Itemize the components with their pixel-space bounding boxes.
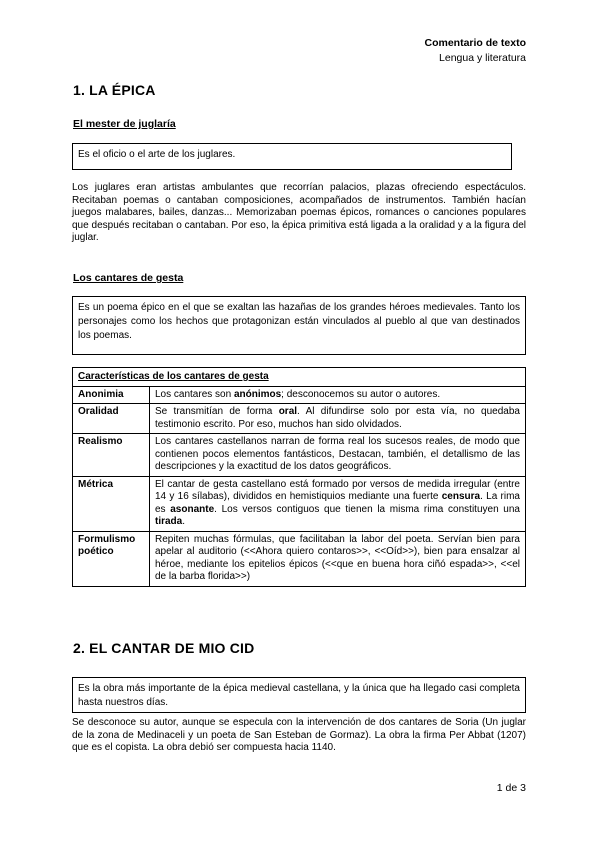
row-label: Formulismo poético (73, 531, 150, 586)
row-label: Métrica (73, 476, 150, 531)
definition-box-cantares (72, 296, 526, 355)
row-label: Anonimia (73, 386, 150, 404)
definition-text-cantares: Es un poema épico en el que se exaltan las hazañas de los grandes héroes medievales. Tanto los personajes como los hechos que protagonizan están vinculados al pueblo al que van destinados los poemas. (78, 302, 520, 341)
subheading-cantares: Los cantares de gesta (73, 272, 184, 284)
table-title: Características de los cantares de gesta (73, 368, 526, 387)
header-title: Comentario de texto (424, 37, 526, 49)
section-heading-mio-cid: 2. EL CANTAR DE MIO CID (73, 640, 255, 656)
definition-box-mester (72, 143, 512, 170)
paragraph-juglares: Los juglares eran artistas ambulantes que recorrían palacios, plazas ofreciendo espectáculos. Recitaban poemas o cantaban composiciones, acompañados de instrumentos. También hacían juegos malabares, bailes, danzas... Memorizaban poemas épicos, romances o canciones populares que después recitaban o cantaban. Por eso, la épica primitiva está ligada a la oralidad y a la figura del juglar. (72, 182, 526, 243)
table-row (73, 434, 526, 477)
table-row (73, 476, 526, 531)
table-row (73, 386, 526, 404)
section-heading-epica: 1. LA ÉPICA (73, 82, 156, 98)
page-header (424, 36, 526, 66)
header-subtitle: Lengua y literatura (439, 52, 526, 64)
row-description: Se transmitían de forma oral. Al difundirse solo por esta vía, no quedaba testimonio escrito. Por eso, muchos han sido olvidados. (150, 404, 526, 434)
paragraph-mio-cid: Se desconoce su autor, aunque se especula con la intervención de dos cantares de Soria (Un juglar de la zona de Medinaceli y un poeta de San Esteban de Gormaz). La obra la firma Per Abbat (1207) que es el copista. La obra debió ser compuesta hacia 1140. (72, 717, 526, 753)
page-number: 1 de 3 (496, 782, 526, 794)
table-row (73, 531, 526, 586)
row-label: Oralidad (73, 404, 150, 434)
definition-text-mio-cid: Es la obra más importante de la épica medieval castellana, y la única que ha llegado casi completa hasta nuestros días. (78, 683, 520, 708)
definition-box-mio-cid (72, 677, 526, 713)
row-label: Realismo (73, 434, 150, 477)
characteristics-table (72, 367, 526, 587)
definition-text-mester: Es el oficio o el arte de los juglares. (78, 149, 236, 160)
table-title-row (73, 368, 526, 387)
subheading-mester: El mester de juglaría (73, 118, 176, 130)
row-description: El cantar de gesta castellano está formado por versos de medida irregular (entre 14 y 16 sílabas), divididos en hemistiquios mediante una fuerte censura. La rima es asonante. Los versos contiguos que tienen la misma rima constituyen una tirada. (150, 476, 526, 531)
table-row (73, 404, 526, 434)
row-description: Los cantares son anónimos; desconocemos su autor o autores. (150, 386, 526, 404)
row-description: Repiten muchas fórmulas, que facilitaban la labor del poeta. Servían bien para apelar al auditorio (<<Ahora quiero contaros>>, <<Oíd>>), bien para ensalzar al héroe, mediante los epitelios épicos (<<que en buena hora ciñó espada>>, <<el de la barba florida>>) (150, 531, 526, 586)
row-description: Los cantares castellanos narran de forma real los sucesos reales, de modo que contienen pocos elementos fantásticos, Destacan, también, el detallismo de las descripciones y la exactitud de los datos geográficos. (150, 434, 526, 477)
